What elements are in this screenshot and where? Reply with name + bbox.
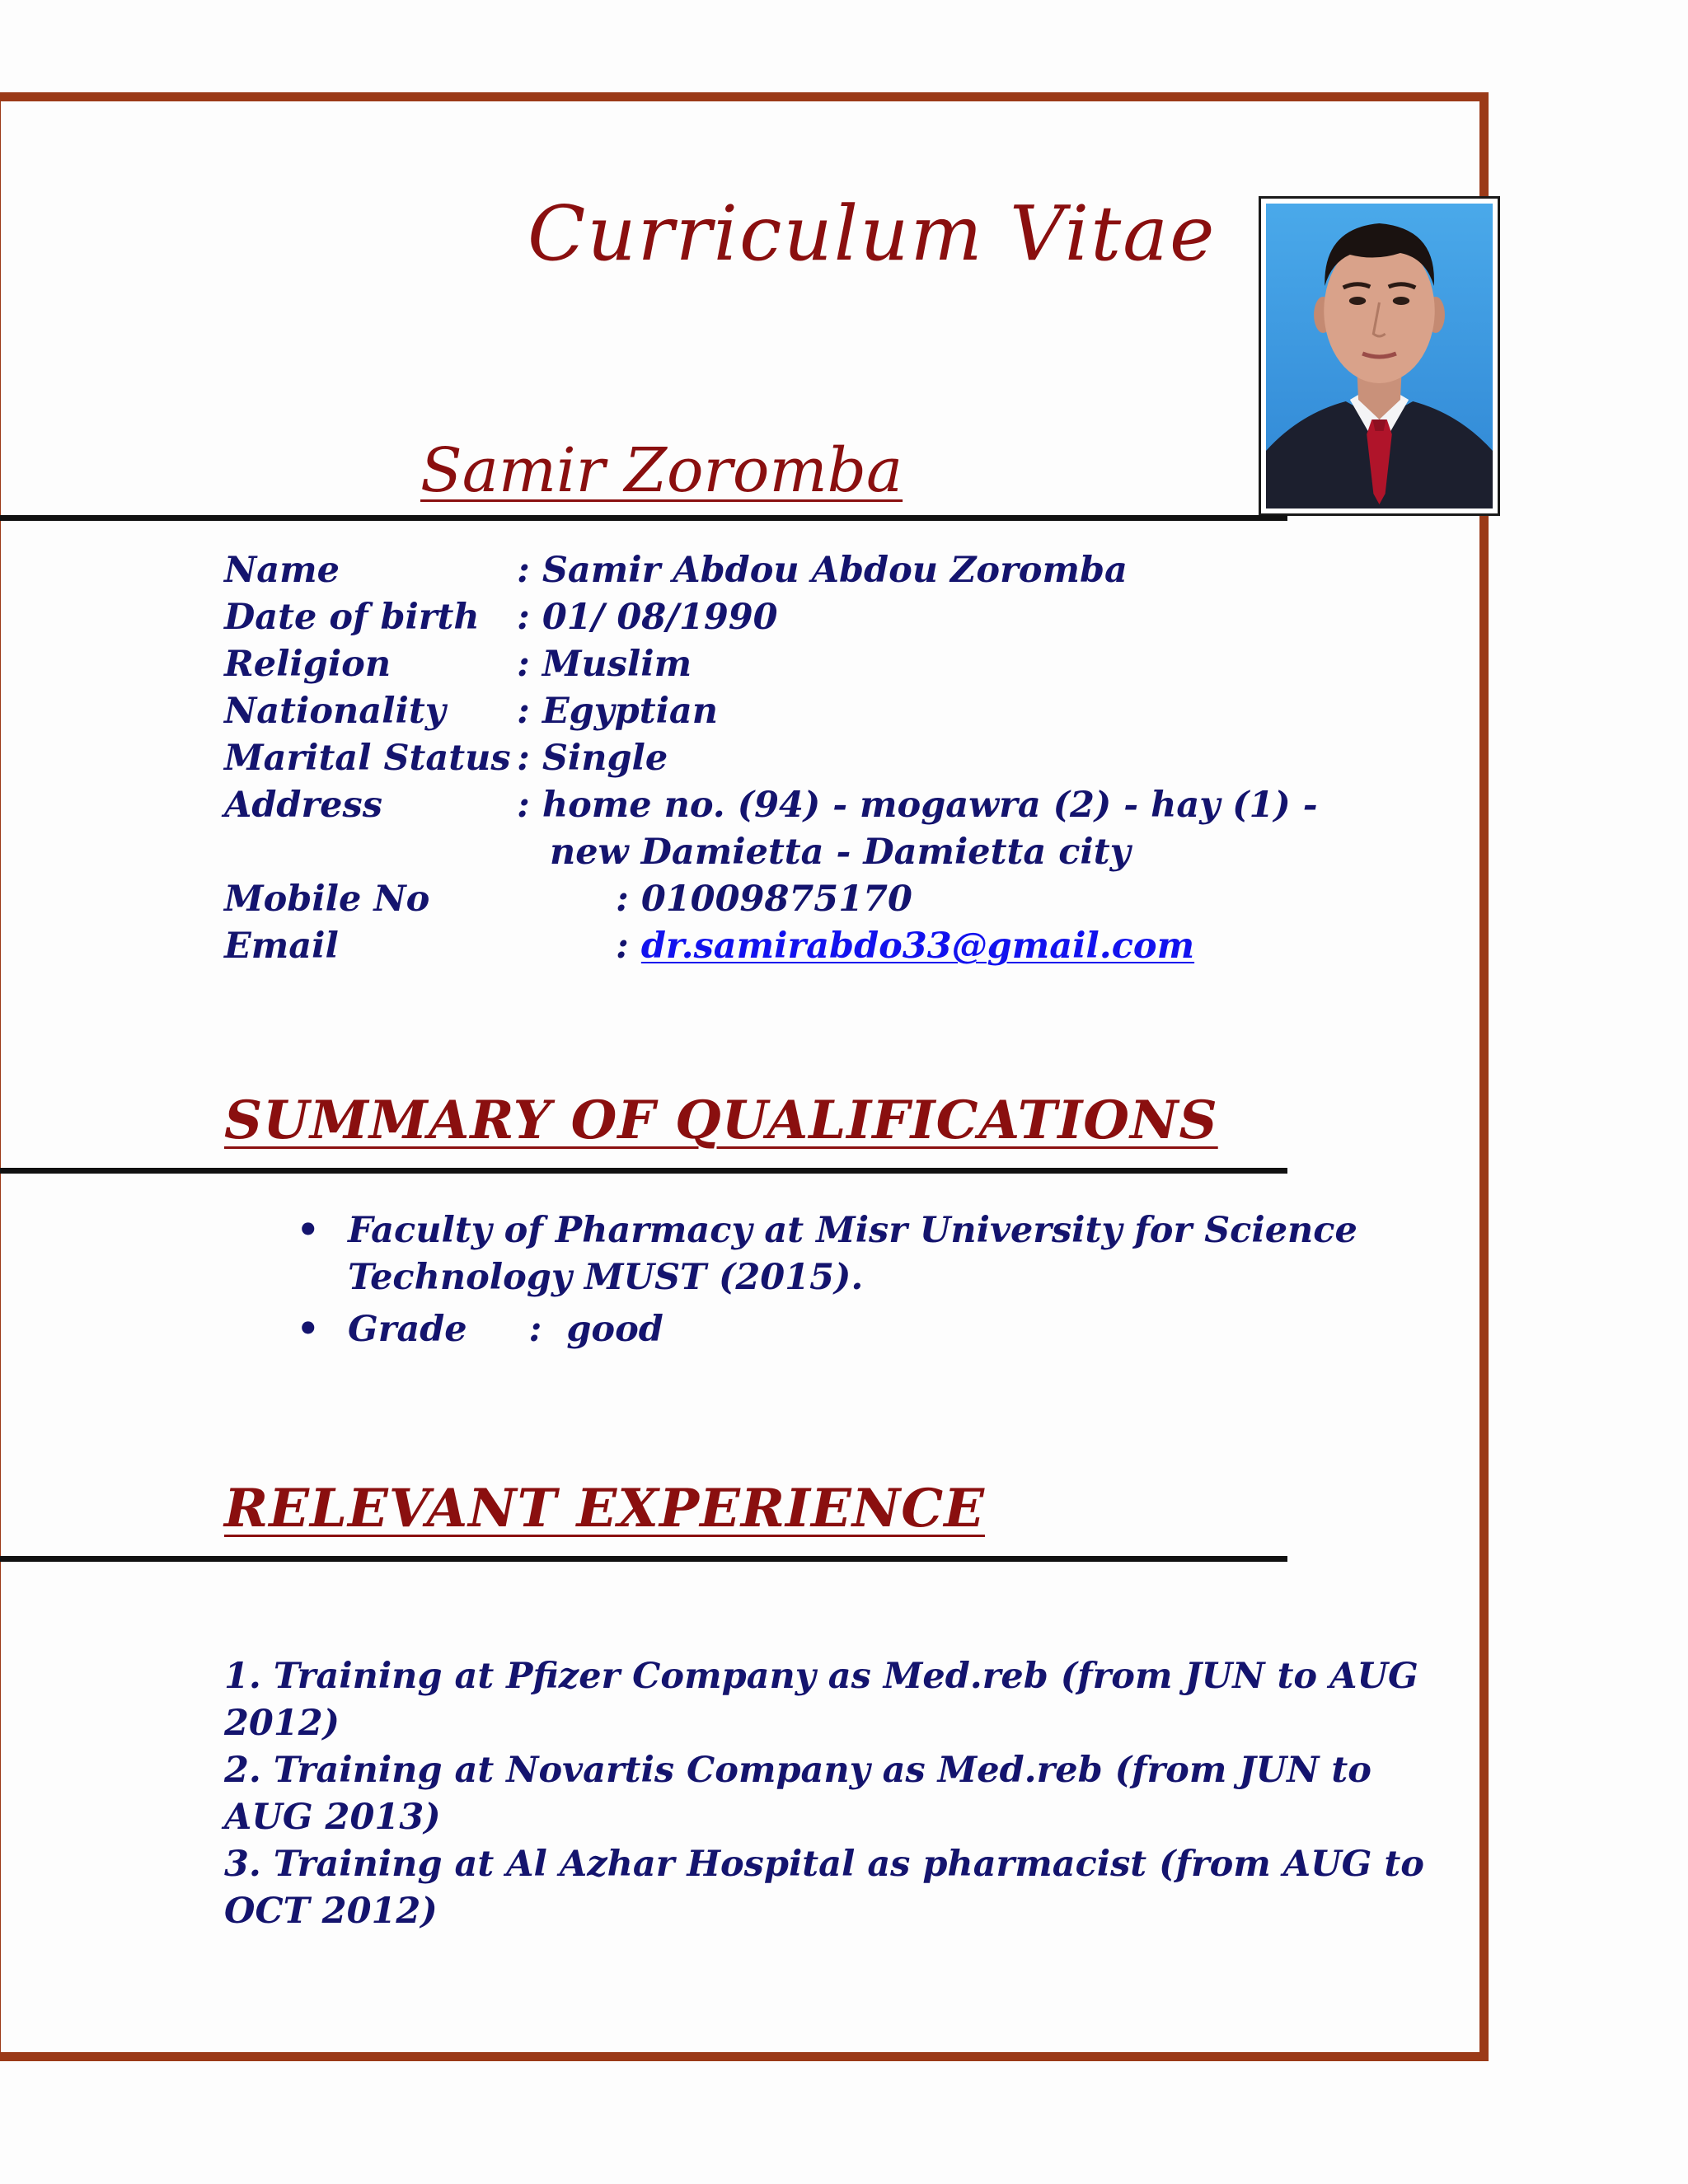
info-value: new Damietta - Damietta city [550, 832, 1131, 873]
list-item [224, 1747, 1461, 1841]
experience-text: 3. Training at Al Azhar Hospital as pharmacist (from AUG to [224, 1844, 1424, 1885]
divider-line [0, 1556, 1287, 1562]
experience-text: 2. Training at Novartis Company as Med.reb (from JUN to [224, 1750, 1372, 1791]
info-value: : Samir Abdou Abdou Zoromba [517, 550, 1128, 591]
qualifications-list [297, 1207, 1428, 1358]
portrait-image [1266, 204, 1493, 509]
info-label: Name [224, 550, 340, 591]
profile-photo [1259, 196, 1500, 516]
list-item [297, 1306, 1428, 1353]
experience-text: 2012) [224, 1703, 340, 1744]
info-value: : home no. (94) - mogawra (2) - hay (1) - [517, 785, 1318, 826]
list-item [224, 1841, 1461, 1935]
info-value: : Muslim [517, 644, 692, 685]
info-value: : 01/ 08/1990 [517, 597, 778, 638]
divider-line [0, 1168, 1287, 1174]
info-label: Nationality [224, 691, 446, 732]
experience-text: AUG 2013) [224, 1797, 441, 1838]
info-label: Date of birth [224, 597, 480, 638]
info-label: Email [224, 926, 339, 967]
info-value [616, 923, 1194, 970]
qualification-text: Grade : good [348, 1309, 663, 1350]
info-label: Marital Status [224, 738, 511, 779]
info-value: : Single [517, 738, 668, 779]
bullet-icon: • [297, 1309, 320, 1350]
info-label: Address [224, 785, 382, 826]
qualification-text: Technology MUST (2015). [348, 1257, 864, 1298]
divider-line [0, 515, 1287, 521]
bullet-icon: • [297, 1210, 320, 1251]
info-value: : 01009875170 [616, 879, 912, 920]
experience-text: OCT 2012) [224, 1891, 438, 1932]
info-label: Religion [224, 644, 392, 685]
info-label: Mobile No [224, 879, 430, 920]
candidate-name-heading: Samir Zoromba [420, 435, 903, 506]
experience-list [224, 1653, 1461, 1935]
experience-text: 1. Training at Pfizer Company as Med.reb (from JUN to AUG [224, 1656, 1418, 1697]
info-value: : Egyptian [517, 691, 719, 732]
email-link[interactable]: dr.samirabdo33@gmail.com [640, 926, 1195, 967]
email-prefix: : [616, 926, 641, 967]
document-title: Curriculum Vitae [528, 190, 1217, 278]
summary-heading: SUMMARY OF QUALIFICATIONS [224, 1090, 1218, 1151]
qualification-text: Faculty of Pharmacy at Misr University for Science [348, 1210, 1357, 1251]
list-item [297, 1207, 1428, 1301]
experience-heading: RELEVANT EXPERIENCE [224, 1478, 985, 1540]
list-item [224, 1653, 1461, 1747]
